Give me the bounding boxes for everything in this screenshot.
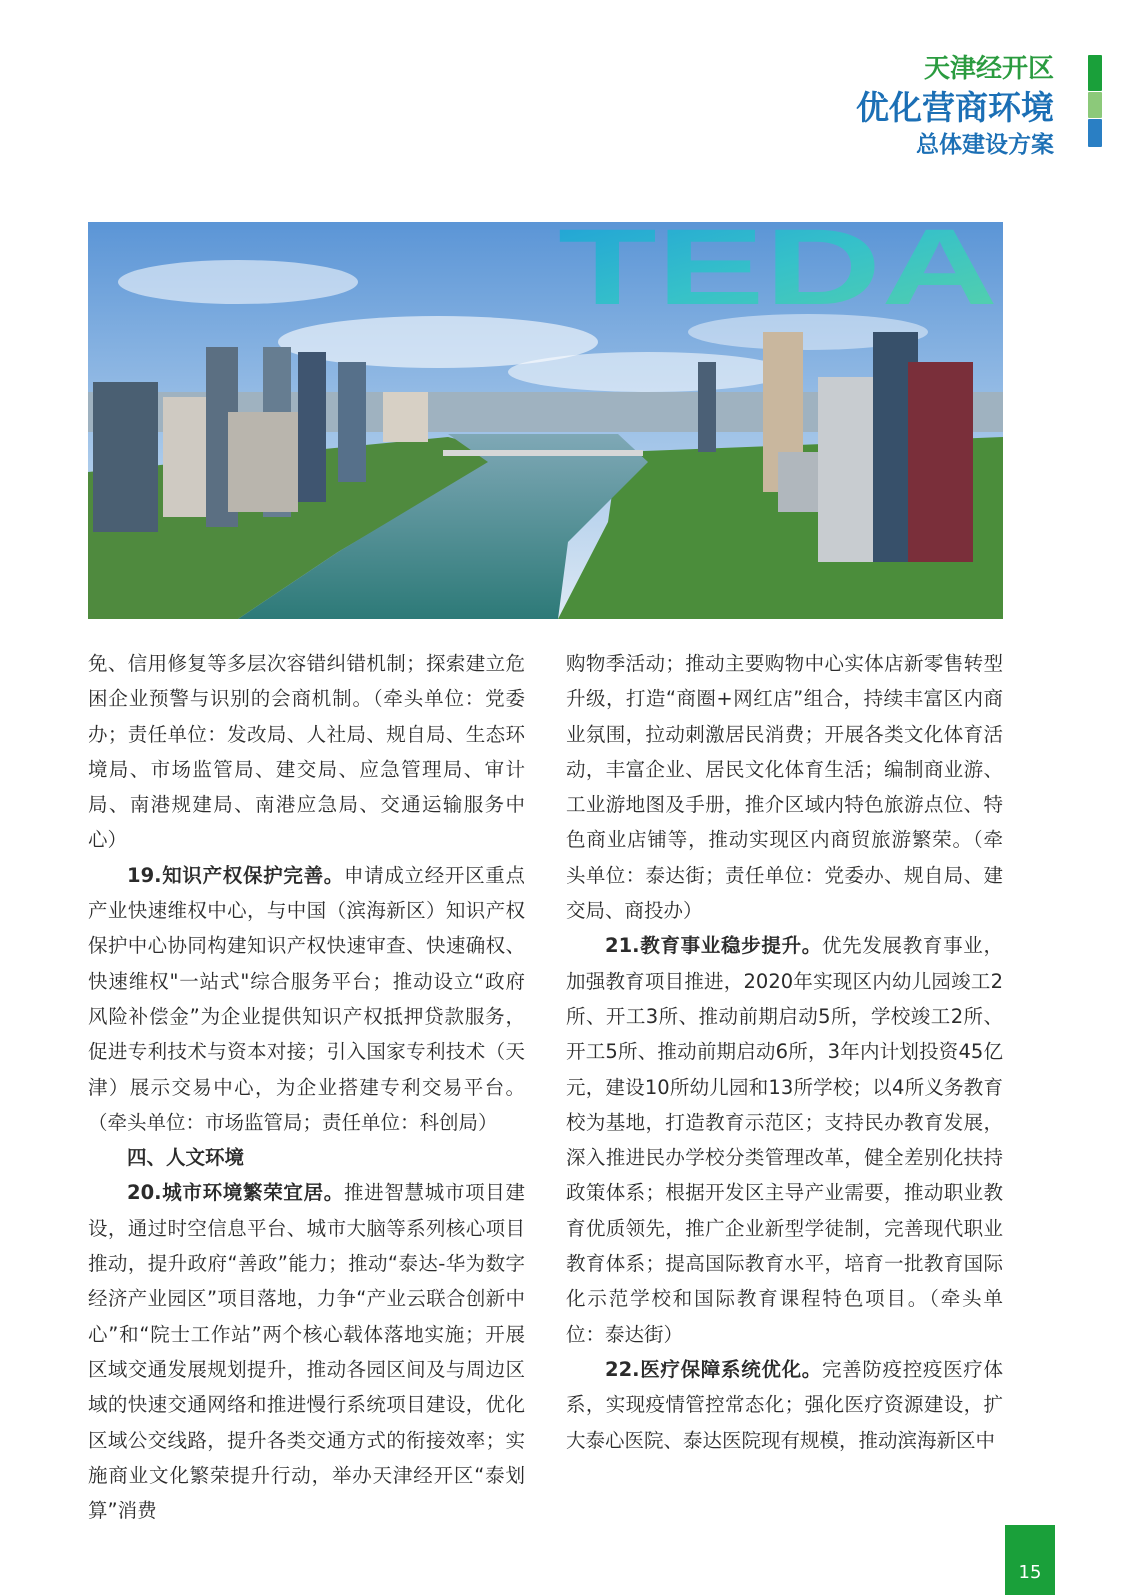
publication-header [856, 52, 1054, 160]
section-title: 四、人文环境 [127, 1146, 245, 1170]
paragraph-heading: 21.教育事业稳步提升。 [605, 934, 822, 958]
paragraph-text: 免、信用修复等多层次容错纠错机制；探索建立危困企业预警与识别的会商机制。（牵头单位：党委办；责任单位：发改局、人社局、规自局、生态环境局、市场监管局、建交局、应急管理局、审计局、南港规建局、南港应急局、交通运输服务中心） [88, 652, 525, 852]
paragraph-19 [88, 858, 525, 1140]
page-number: 15 [1018, 1562, 1042, 1583]
paragraph-text: 申请成立经开区重点产业快速维权中心，与中国（滨海新区）知识产权保护中心协同构建知识产权快速审查、快速确权、快速维权"一站式"综合服务平台；推动设立“政府风险补偿金”为企业提供知识产权抵押贷款服务，促进专利技术与资本对接；引入国家专利技术（天津）展示交易中心，为企业搭建专利交易平台。（牵头单位：市场监管局；责任单位：科创局） [88, 863, 525, 1134]
header-bar-green [1088, 55, 1102, 91]
right-text-column [566, 646, 1003, 1458]
left-text-column [88, 646, 525, 1528]
paragraph-text: 推进智慧城市项目建设，通过时空信息平台、城市大脑等系列核心项目推动，提升政府“善政”能力；推动“泰达-华为数字经济产业园区”项目落地，力争“产业云联合创新中心”和“院士工作站”两个核心载体落地实施；开展区域交通发展规划提升，推动各园区间及与周边区域的快速交通网络和推进慢行系统项目建设，优化区域公交线路，提升各类交通方式的衔接效率；实施商业文化繁荣提升行动，举办天津经开区“泰划算”消费 [88, 1181, 525, 1523]
header-line-3: 总体建设方案 [916, 132, 1054, 158]
teda-overlay-text: TEDA [558, 222, 998, 327]
header-line-1: 天津经开区 [923, 54, 1054, 84]
page-number-tab [1005, 1525, 1055, 1595]
header-bar-light-green [1088, 92, 1102, 118]
paragraph-heading: 22.医疗保障系统优化。 [605, 1357, 822, 1381]
paragraph-continued [88, 646, 525, 858]
section-heading [88, 1140, 525, 1175]
city-skyline-photo [88, 222, 1003, 619]
paragraph-heading: 19.知识产权保护完善。 [127, 863, 344, 887]
paragraph-text: 优先发展教育事业，加强教育项目推进，2020年实现区内幼儿园竣工2所、开工3所、推动前期启动5所，学校竣工2所、开工5所、推动前期启动6所，3年内计划投资45亿元，建设10所幼儿园和13所学校；以4所义务教育校为基地，打造教育示范区；支持民办教育发展，深入推进民办学校分类管理改革，健全差别化扶持政策体系；根据开发区主导产业需要，推动职业教育优质领先，推广企业新型学徒制，完善现代职业教育体系；提高国际教育水平，培育一批教育国际化示范学校和国际教育课程特色项目。（牵头单位：泰达街） [566, 934, 1003, 1346]
paragraph-20 [88, 1175, 525, 1528]
paragraph-heading: 20.城市环境繁荣宜居。 [127, 1181, 344, 1205]
paragraph-continued [566, 646, 1003, 928]
paragraph-text: 完善防疫控疫医疗体系，实现疫情管控常态化；强化医疗资源建设，扩大泰心医院、泰达医院现有规模，推动滨海新区中 [566, 1357, 1003, 1452]
header-line-2: 优化营商环境 [856, 88, 1054, 127]
paragraph-text: 购物季活动；推动主要购物中心实体店新零售转型升级，打造“商圈+网红店”组合，持续丰富区内商业氛围，拉动刺激居民消费；开展各类文化体育活动，丰富企业、居民文化体育生活；编制商业游、工业游地图及手册，推介区域内特色旅游点位、特色商业店铺等，推动实现区内商贸旅游繁荣。（牵头单位：泰达街；责任单位：党委办、规自局、建交局、商投办） [566, 652, 1003, 923]
paragraph-22 [566, 1352, 1003, 1458]
header-bar-blue [1088, 119, 1102, 147]
paragraph-21 [566, 928, 1003, 1352]
